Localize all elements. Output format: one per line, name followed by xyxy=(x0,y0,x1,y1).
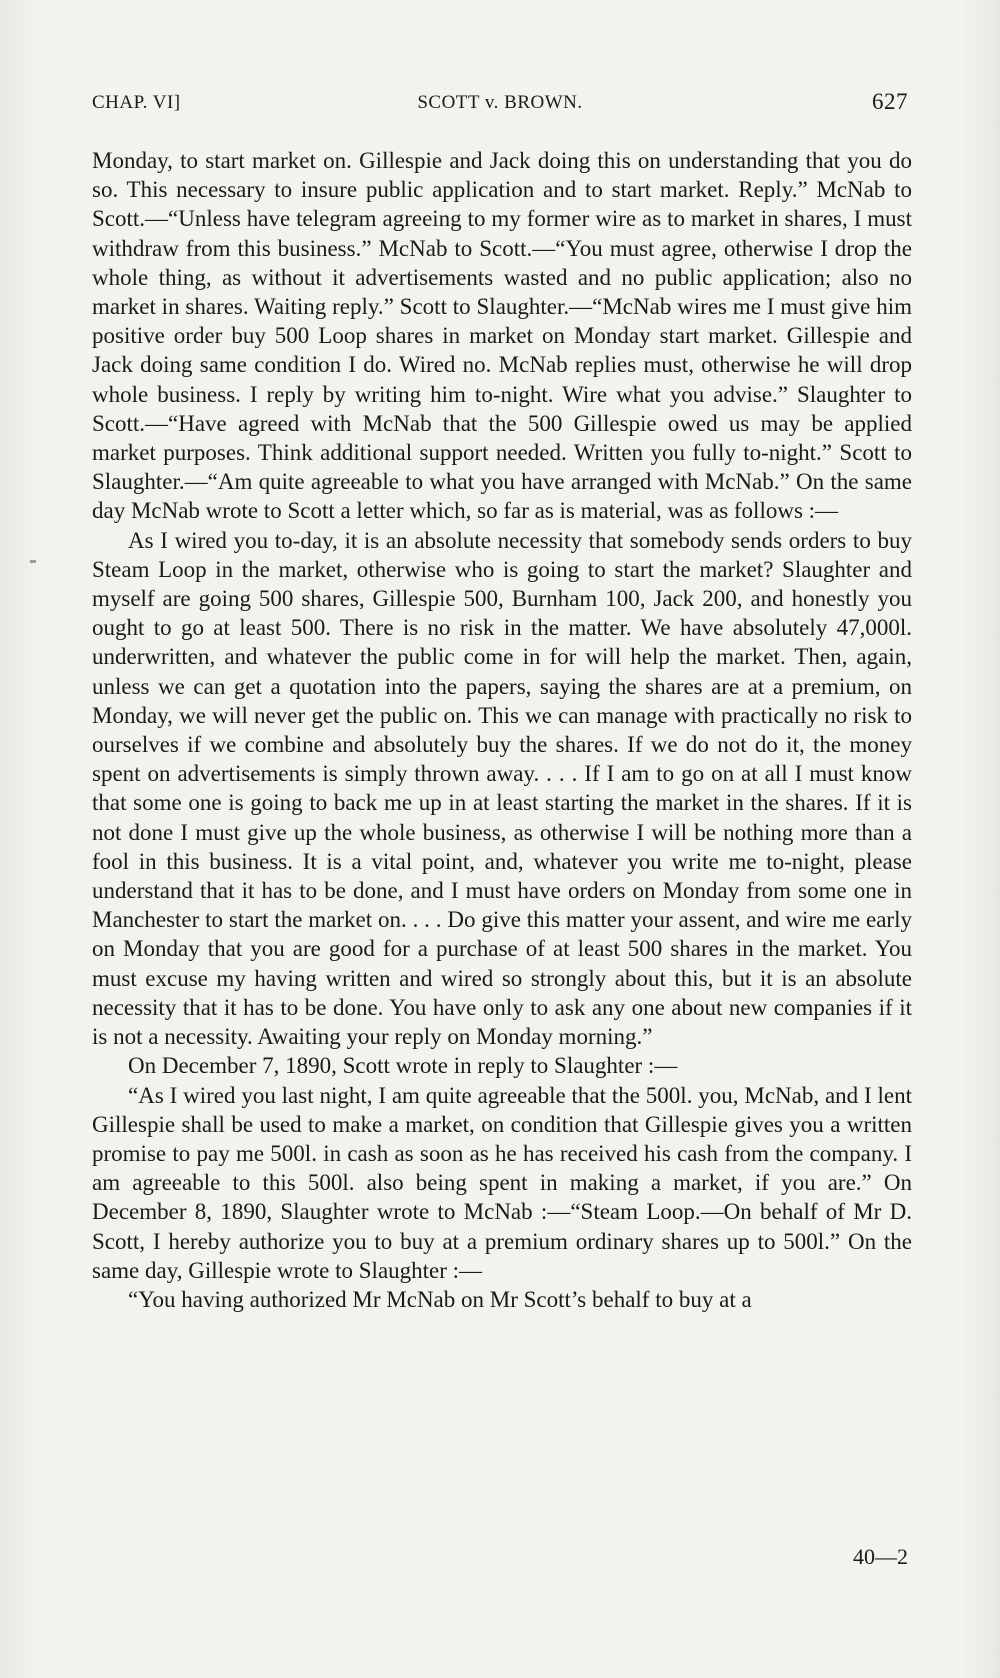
main-text xyxy=(92,146,912,1314)
scan-mark xyxy=(30,560,36,563)
chapter-label: CHAP. VI] xyxy=(92,92,181,113)
paragraph-gillespie-letter: “You having authorized Mr McNab on Mr Scott’s behalf to buy at a xyxy=(128,1286,752,1312)
paragraph-scott-reply: “As I wired you last night, I am quite agreeable that the 500l. you, McNab, and I lent Gillespie shall be used to make a market, on condition that Gillespie gives you a written promise to pay me 500l. in cash as soon as he has received his cash from the company. I am agreeable to this 500l. also being spent in making a market, if you are.” On December 8, 1890, Slaughter wrote to McNab :—“Steam Loop.—On behalf of Mr D. Scott, I hereby authorize you to buy at a premium ordinary shares up to 500l.” On the same day, Gillespie wrote to Slaughter :— xyxy=(92,1082,912,1283)
paragraph-mcnab-letter: As I wired you to-day, it is an absolute necessity that somebody sends orders to buy Steam Loop in the market, otherwise who is going to start the market? Slaughter and myself are going 500 shares, Gillespie 500, Burnham 100, Jack 200, and honestly you ought to go at least 500. There is no risk in the matter. We have absolutely 47,000l. underwritten, and whatever the public come in for will help the market. Then, again, unless we can get a quotation into the papers, saying the shares are at a premium, on Monday, we will never get the public on. This we can manage with practically no risk to ourselves if we combine and absolutely buy the shares. If we do not do it, the money spent on advertisements is simply thrown away. . . . If I am to go on at all I must know that some one is going to back me up in at least starting the market in the shares. If it is not done I must give up the whole business, as otherwise I will be nothing more than a fool in this business. It is a vital point, and, whatever you write me to-night, please understand that it has to be done, and I must have orders on Monday from some one in Manchester to start the market on. . . . Do give this matter your assent, and wire me early on Monday that you are good for a purchase of at least 500 shares in the market. You must excuse my having written and wired so strongly about this, but it is an absolute necessity that it has to be done. You have only to ask any one about new companies if it is not a necessity. Awaiting your reply on Monday morning.” xyxy=(92,527,912,1050)
case-title: SCOTT v. BROWN. xyxy=(417,92,583,113)
running-header xyxy=(92,89,908,120)
paragraph-telegrams: Monday, to start market on. Gillespie and Jack doing this on understanding that you do so. This necessary to insure public application and to start market. Reply.” McNab to Scott.—“Unless have telegram agreeing to my former wire as to market in shares, I must withdraw from this business.” McNab to Scott.—“You must agree, otherwise I drop the whole thing, as without it advertisements wasted and no public application; also no market in shares. Waiting reply.” Scott to Slaughter.—“McNab wires me I must give him positive order buy 500 Loop shares in market on Monday start market. Gillespie and Jack doing same condition I do. Wired no. McNab replies must, otherwise he will drop whole business. I reply by writing him to-night. Wire what you advise.” Slaughter to Scott.—“Have agreed with McNab that the 500 Gillespie owed us may be applied market purposes. Think additional support needed. Written you fully to-night.” Scott to Slaughter.—“Am quite agreeable to what you have arranged with McNab.” On the same day McNab wrote to Scott a letter which, so far as is material, was as follows :— xyxy=(92,148,912,524)
page-number: 627 xyxy=(872,89,908,114)
signature-mark: 40—2 xyxy=(853,1544,908,1569)
paragraph-scott-reply-intro: On December 7, 1890, Scott wrote in reply to Slaughter :— xyxy=(128,1053,678,1079)
